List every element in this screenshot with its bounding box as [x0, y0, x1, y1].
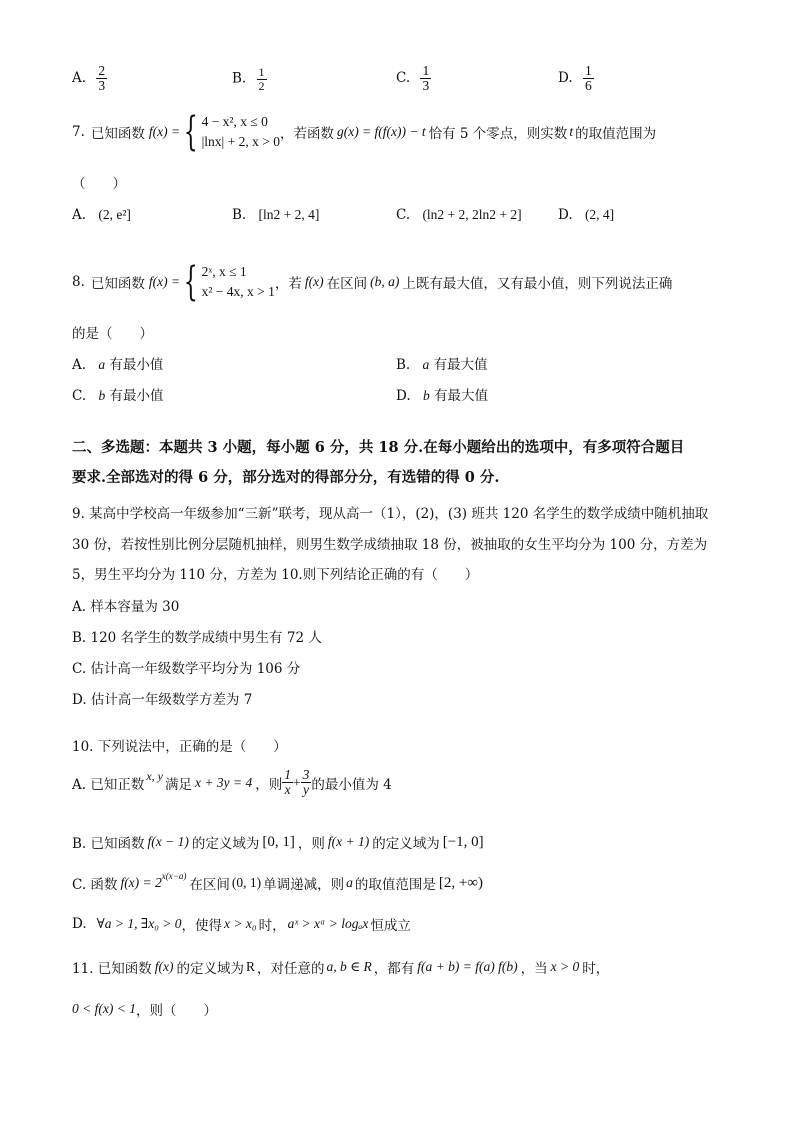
q8-option-b — [396, 353, 488, 373]
brace: { — [183, 259, 198, 305]
math: + — [292, 774, 301, 790]
text: 的最小值为 4 — [311, 776, 392, 793]
numerator: 1 — [258, 65, 265, 79]
q6-option-b — [232, 66, 267, 92]
text: ，若 — [274, 276, 302, 292]
text: ，使得 — [181, 918, 223, 934]
math: [2, +∞) — [438, 874, 483, 891]
numerator: 1 — [584, 63, 592, 78]
q10-option-d — [72, 914, 411, 934]
math: f(x) — [304, 274, 324, 289]
text: 在区间 — [189, 877, 230, 893]
option-label: A. — [72, 207, 87, 223]
denominator: 3 — [98, 78, 106, 94]
denominator: y — [302, 782, 309, 798]
case-row: 2ˣ, x ≤ 1 — [201, 264, 247, 280]
text: D. — [72, 916, 87, 932]
math: f(a + b) = f(a) f(b) — [417, 959, 518, 974]
exponent: x(x−a) — [161, 871, 187, 881]
numerator: 2 — [98, 63, 106, 78]
denominator: x — [284, 782, 291, 798]
math: f(x) = 2 — [120, 875, 162, 890]
text: ，则 — [255, 776, 283, 793]
fraction — [583, 64, 594, 93]
q9-option-a: A. 样本容量为 30 — [72, 599, 180, 615]
math: a, b ∈ R — [326, 959, 372, 974]
text: ，都有 — [373, 961, 415, 977]
math: x > x₀ — [224, 916, 257, 931]
option-label: B. — [396, 357, 411, 373]
text: 有最小值 — [109, 357, 164, 373]
math: a — [98, 357, 106, 372]
case-row: 4 − x², x ≤ 0 — [201, 114, 268, 130]
fraction — [257, 66, 267, 92]
option-label: C. — [396, 207, 411, 223]
text: 的是（ ） — [72, 326, 153, 342]
math: (2, e²] — [98, 207, 131, 222]
text: A. 已知正数 — [72, 776, 145, 793]
math: a — [346, 875, 353, 890]
q9-stem-line: 5，男生平均分为 110 分，方差为 10.则下列结论正确的有（ ） — [72, 567, 479, 583]
q7-option-c — [396, 207, 522, 223]
math: [−1, 0] — [442, 833, 484, 850]
text: 已知函数 — [90, 126, 145, 142]
text: 有最大值 — [433, 357, 488, 373]
q10-option-a — [72, 768, 392, 797]
math: g(x) = f(f(x)) − t — [336, 124, 426, 139]
math: (0, 1) — [231, 875, 262, 890]
text: 单调递减，则 — [263, 877, 345, 893]
math: f(x) = — [148, 124, 181, 139]
option-label: D. — [396, 388, 411, 404]
q9-stem-line: 9. 某高中学校高一年级参加“三新”联考，现从高一（1），(2)，(3) 班共 120 名学生的数学成绩中随机抽取 — [72, 506, 709, 522]
option-label: C. — [396, 70, 411, 87]
math: (2, 4] — [584, 207, 615, 222]
q8-option-c — [72, 384, 163, 404]
section-heading: 二、多选题：本题共 3 小题，每小题 6 分，共 18 分.在每小题给出的选项中，有多项符合题目 — [72, 439, 685, 456]
q7-option-b — [232, 207, 319, 223]
math: x + 3y = 4 — [195, 774, 253, 790]
text: 恒成立 — [370, 918, 411, 934]
math: ∀a > 1, ∃x₀ > 0 — [96, 916, 182, 931]
q10-stem: 10. 下列说法中，正确的是（ ） — [72, 739, 287, 755]
math: R — [246, 959, 256, 974]
piecewise-function — [180, 109, 280, 155]
fraction — [282, 768, 293, 797]
q10-option-b — [72, 832, 484, 852]
math: x > 0 — [550, 959, 580, 974]
text: 有最大值 — [433, 388, 488, 404]
cases-rows — [202, 112, 280, 151]
q11-line2 — [72, 999, 217, 1019]
question-number: 8. — [72, 274, 85, 290]
q9-option-c: C. 估计高一年级数学平均分为 106 分 — [72, 661, 301, 677]
denominator: 2 — [258, 78, 265, 93]
numerator: 3 — [302, 767, 310, 782]
numerator: 1 — [422, 63, 430, 78]
math: x, y — [146, 769, 163, 784]
text: 上既有最大值，又有最小值，则下列说法正确 — [402, 276, 673, 292]
text: 11. 已知函数 — [72, 961, 152, 977]
math: f(x) — [154, 959, 174, 974]
text: 的定义域为 — [191, 836, 260, 852]
math: [0, 1] — [262, 833, 295, 850]
text: 的取值范围为 — [575, 126, 657, 142]
section-heading-line2: 要求.全部选对的得 6 分，部分选对的得部分分，有选错的得 0 分. — [72, 469, 500, 486]
text: 在区间 — [326, 276, 368, 292]
case-row: |lnx| + 2, x > 0 — [201, 134, 280, 149]
fraction — [301, 768, 312, 797]
option-label: A. — [72, 70, 87, 87]
text: ，若函数 — [279, 126, 334, 142]
math: (ln2 + 2, 2ln2 + 2] — [422, 207, 522, 222]
text: ，对任意的 — [257, 961, 325, 977]
math: f(x) = — [148, 274, 181, 289]
math: f(x + 1) — [327, 834, 370, 849]
text: 时， — [582, 961, 610, 977]
math: (b, a) — [370, 274, 400, 289]
answer-paren: （ ） — [72, 176, 126, 192]
q6-option-c — [396, 64, 431, 93]
math: b — [422, 388, 430, 403]
text: 时， — [258, 918, 286, 934]
q7-option-a — [72, 207, 131, 223]
q8-option-d — [396, 384, 488, 404]
q6-option-a — [72, 64, 107, 93]
option-label: A. — [72, 357, 87, 373]
math: t — [569, 124, 574, 139]
text: 的定义域为 — [372, 836, 440, 852]
text: ，则 — [297, 836, 325, 852]
denominator: 3 — [422, 78, 430, 94]
q6-option-d — [558, 64, 594, 93]
fraction — [96, 64, 107, 93]
q9-option-b: B. 120 名学生的数学成绩中男生有 72 人 — [72, 630, 322, 646]
denominator: 6 — [584, 78, 592, 94]
math: b — [98, 388, 106, 403]
math: f(x − 1) — [147, 834, 189, 849]
option-label: B. — [232, 207, 247, 223]
question-number: 7. — [72, 124, 85, 140]
math: [ln2 + 2, 4] — [258, 207, 320, 222]
q9-stem-line: 30 份，若按性别比例分层随机抽样，则男生数学成绩抽取 18 份，被抽取的女生平均分为 100 分，方差为 — [72, 537, 708, 553]
math: aˣ > xᵃ > logₐx — [287, 916, 369, 931]
text: 有最小值 — [109, 388, 164, 404]
text: ，当 — [520, 961, 548, 977]
option-label: D. — [558, 70, 573, 87]
text: 满足 — [165, 776, 192, 793]
text: ，则（ ） — [135, 1003, 217, 1019]
q11-stem — [72, 957, 609, 977]
q8-option-a — [72, 353, 163, 373]
math: a — [422, 357, 430, 372]
q7-stem — [72, 109, 657, 155]
text: 的取值范围是 — [354, 877, 436, 893]
math: 0 < f(x) < 1 — [72, 1001, 136, 1016]
q9-option-d: D. 估计高一年级数学方差为 7 — [72, 692, 253, 708]
q8-stem — [72, 259, 673, 305]
fraction — [420, 64, 431, 93]
cases-rows — [202, 262, 275, 301]
text: 恰有 5 个零点，则实数 — [428, 126, 568, 142]
numerator: 1 — [284, 767, 291, 782]
text: C. 函数 — [72, 877, 118, 893]
brace: { — [183, 109, 198, 155]
q10-option-c — [72, 873, 483, 893]
option-label: C. — [72, 388, 87, 404]
case-row: x² − 4x, x > 1 — [201, 284, 275, 299]
text: B. 已知函数 — [72, 836, 145, 852]
option-label: B. — [232, 70, 247, 87]
text: 的定义域为 — [176, 961, 244, 977]
q7-option-d — [558, 207, 614, 223]
piecewise-function — [180, 259, 275, 305]
text: 已知函数 — [90, 276, 145, 292]
option-label: D. — [558, 207, 573, 223]
